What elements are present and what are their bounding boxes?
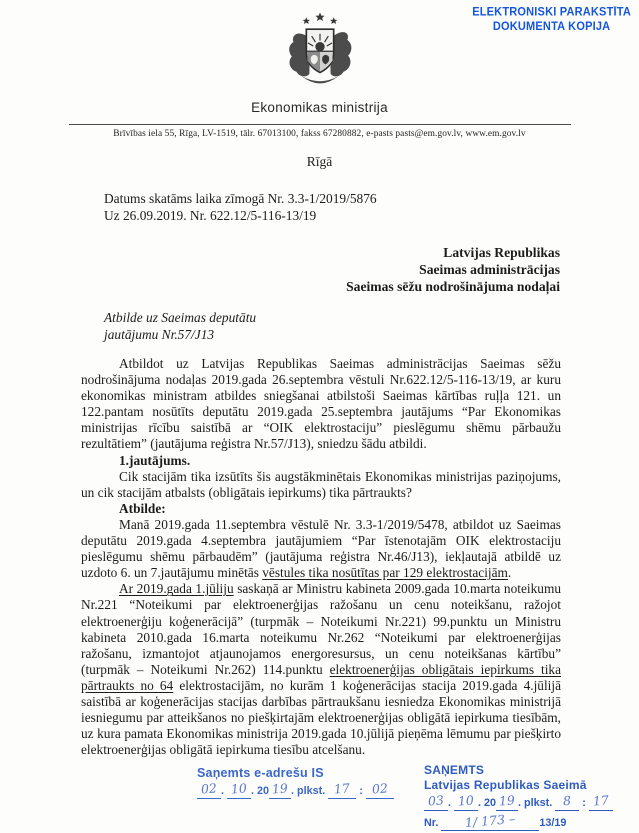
estamp-line2: DOKUMENTA KOPIJA [492, 19, 611, 33]
answer1-text: Manā 2019.gada 11.septembra vēstulē Nr. 3.3-1/2019/5478, atbildot uz Saeimas deputātu 2019.gada 4.septembra jautājumiem “Par īstenotajām OIK elektrostaciju pieslēgumu shēmu pārbaudēm” (jautājuma reģistra Nr.46/J13), iekļautajā atbildē uz uzdoto 6. un 7.jautājumu minētās [81, 516, 561, 581]
answer-label: Atbilde: [119, 500, 166, 516]
answer2-text: saskaņā ar Ministru kabineta 2009.gada 10.marta noteikumu Nr.221 “Noteikumi par elektroenerģijas ražošanu un cenu noteikšanu, ražojot elektroenerģiju koģenerācijā” (turpmāk – Noteikumi Nr.221) 99.punktu un Ministru kabineta 2010.gada 16.marta noteikumu Nr.262 “Noteikumi par elektroenerģijas ražošanu, izmantojot atjaunojamos energoresursus, un cenu noteikšanas kārtību” (turpmāk – Noteikumi Nr.262) 114.punktu [81, 581, 561, 677]
reference-number: Datums skatāms laika zīmogā Nr. 3.3-1/2019/5876 [104, 191, 377, 206]
handwritten-year: 19 [498, 792, 516, 809]
recipient-line: Saeimas sēžu nodrošinājuma nodaļai [346, 279, 560, 294]
paragraph-intro: Atbildot uz Latvijas Republikas Saeimas administrācijas Saeimas sēžu nodrošinājuma nodaļas 2019.gada 26.septembra vēstuli Nr.622.12/5-116-13/19, ar kuru ekonomikas ministram atbildes sniegšanai atbilstoši Saeimas kārtības ruļļa 121. un 122.pantam nosūtīts deputātu 2019.gada 25.septembra jautājums “Par Ekonomikas ministrijas rīcību saistībā ar “OIK elektrostaciju” pieslēgumu shēmu pārbaužu rezultātiem” (jautājuma reģistra Nr.57/J13), sniedzu šādu atbildi. [81, 356, 561, 452]
handwritten-day: 02 [200, 780, 218, 797]
handwritten-month: 10 [457, 792, 475, 809]
handwritten-minute: 02 [371, 780, 389, 797]
answer2-text-end: elektrostacijām, no kurām 1 koģenerācijas stacija 2019.gada 4.jūlijā saistībā ar koģenerācijas stacijas darbības pārtraukšanu iesniedza Ekonomikas ministrijā iesniegumu par atteikšanos no piešķirtajām elektroenerģijas obligātā iepirkuma tiesībām, uz kura pamata Ekonomikas ministrija 2019.gada 10.jūlijā pieņēma lēmumu par piešķirto elektroenerģijas obligātā iepirkuma tiesību atcelšanu. [81, 677, 561, 758]
received-stamp-saeima-subtitle: Latvijas Republikas Saeimā [424, 777, 587, 792]
paragraph-answer-2 [81, 581, 561, 758]
answer2-underlined-result: elektroenerģijas obligātais iepirkums tika pārtraukts no 64 [81, 661, 562, 693]
latvia-coat-of-arms-icon [282, 11, 358, 93]
header-divider [69, 124, 571, 125]
handwritten-registration-number: 1/ 173 – [464, 810, 516, 831]
electronic-copy-stamp [472, 6, 631, 33]
handwritten-month: 10 [230, 780, 248, 797]
answer1-underlined: vēstules tika nosūtītas par 129 elektrostacijām [262, 565, 508, 581]
handwritten-minute: 17 [592, 792, 610, 809]
received-stamp-saeima-date: 03 . 10 . 20 19 . plkst. 8 : 17 [424, 796, 613, 811]
recipient-block [0, 244, 560, 295]
received-stamp-eaddress [197, 766, 394, 799]
reference-block [104, 191, 639, 224]
paragraph-answer-1 [81, 517, 561, 581]
nr-label: Nr. [424, 817, 439, 829]
ministry-address: Brīvības iela 55, Rīga, LV-1519, tālr. 67013100, fakss 67280882, e-pasts pasts@em.gov.lv, www.em.gov.lv [113, 129, 526, 139]
answer2-underlined-date: Ar 2019.gada 1.jūliju [119, 581, 234, 597]
letter-body [81, 356, 561, 758]
question-heading: 1.jautājums. [119, 452, 191, 468]
received-stamp-eaddress-date: 02 . 10 . 20 19 . plkst. 17 : 02 [197, 784, 394, 799]
received-stamp-saeima-number [424, 810, 613, 831]
received-stamp-saeima [424, 763, 613, 831]
ministry-name: Ekonomikas ministrija [251, 100, 388, 115]
answer1-period: . [507, 565, 512, 581]
city-line: Rīgā [306, 154, 333, 169]
subject-line: Atbilde uz Saeimas deputātu [104, 310, 257, 325]
estamp-line1: ELEKTRONISKI PARAKSTĪTA [472, 5, 631, 19]
recipient-line: Latvijas Republikas [443, 245, 560, 260]
handwritten-day: 03 [427, 792, 445, 809]
received-stamp-eaddress-title: Saņemts e-adrešu IS [197, 766, 324, 780]
handwritten-hour: 8 [562, 792, 572, 809]
question-text: Cik stacijām tika izsūtīts šis augstākminētais Ekonomikas ministrijas paziņojums, un cik stacijām atbalsts (obligātais iepirkums) tika pārtraukts? [81, 468, 561, 500]
reply-to-number: Uz 26.09.2019. Nr. 622.12/5-116-13/19 [104, 207, 317, 223]
nr-suffix: 13/19 [539, 817, 567, 829]
subject-line: jautājumu Nr.57/J13 [104, 326, 215, 342]
received-stamp-saeima-title: SAŅEMTS [424, 763, 485, 777]
subject-block [104, 310, 639, 343]
handwritten-year: 19 [271, 780, 289, 797]
recipient-line: Saeimas administrācijas [419, 262, 560, 277]
handwritten-hour: 17 [333, 780, 351, 797]
